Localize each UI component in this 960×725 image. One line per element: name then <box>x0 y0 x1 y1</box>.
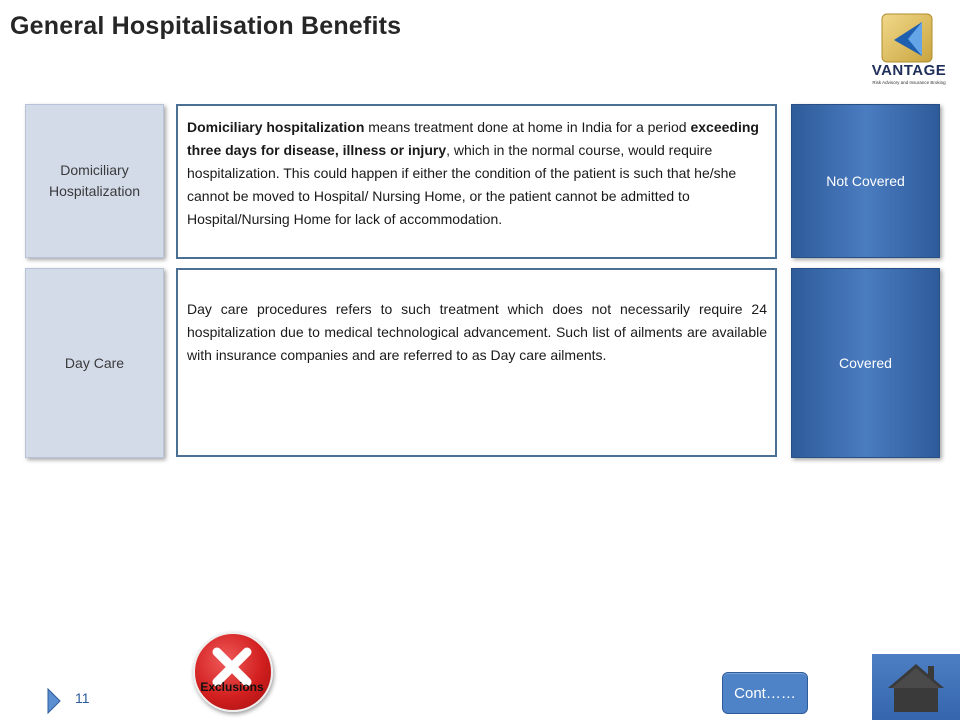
continue-button[interactable]: Cont…… <box>722 672 808 714</box>
exclusions-button[interactable] <box>193 632 271 710</box>
description-text: means treatment done at home in India for a period <box>364 119 691 135</box>
category-label: Domiciliary Hospitalization <box>48 162 141 199</box>
vantage-logo-icon <box>864 12 954 64</box>
page-title: General Hospitalisation Benefits <box>10 12 402 40</box>
close-x-icon <box>193 632 271 710</box>
category-label: Day Care <box>64 354 125 371</box>
page-number: 11 <box>75 690 90 706</box>
description-term: Domiciliary hospitalization <box>187 119 365 135</box>
home-button[interactable] <box>872 654 960 720</box>
vantage-logo <box>864 12 954 96</box>
logo-wordmark: VANTAGE <box>871 62 947 79</box>
category-domiciliary-hospitalization <box>25 104 164 258</box>
category-day-care <box>25 268 164 458</box>
status-not-covered: Not Covered <box>791 104 940 258</box>
description-domiciliary <box>176 104 777 259</box>
page-indicator-icon <box>47 688 61 714</box>
description-text: , which in the normal course, would require hospitalization. This could happen if either the condition of the patient is such that he/she cannot be moved to Hospital/ Nursing Home, or the patient cannot be admitted to Hospital/Nursing Home for lack of accommodation. <box>187 142 737 227</box>
exclusions-label: Exclusions <box>200 680 264 694</box>
status-covered: Covered <box>791 268 940 458</box>
description-emphasis: exceeding three days for disease, illness or injury <box>187 119 759 158</box>
description-day-care: Day care procedures refers to such treatment which does not necessarily require 24 hospitalization due to medical technological advancement. Such list of ailments are available with insurance companies and are referred to as Day care ailments. <box>176 268 777 457</box>
logo-tagline: Risk Advisory and Insurance Broking <box>872 80 946 85</box>
home-icon <box>872 654 960 720</box>
